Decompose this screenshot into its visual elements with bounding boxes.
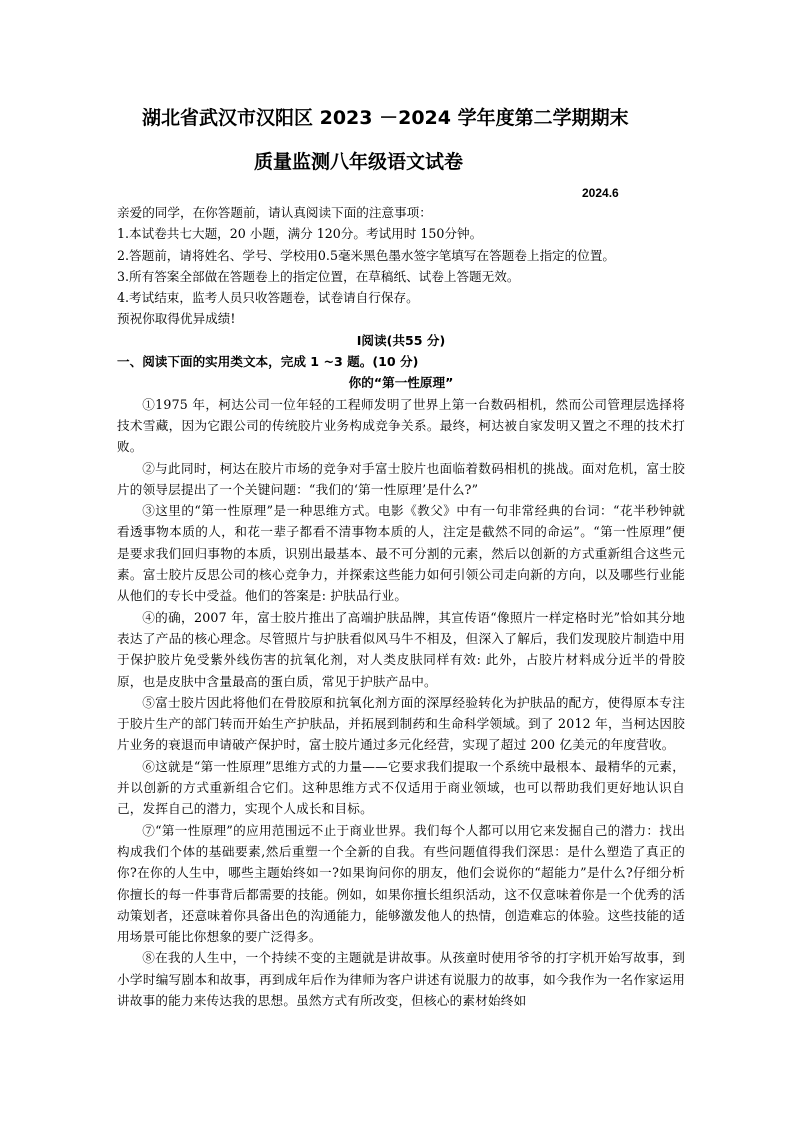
article-paragraph: ②与此同时，柯达在胶片市场的竞争对手富士胶片也面临着数码相机的挑战。面对危机，富士胶片的领导层提出了一个关键问题：“我们的‘第一性原理’是什么?”: [117, 460, 685, 497]
exam-title-line1: 湖北省武汉市汉阳区 2023 －2024 学年度第二学期期末: [142, 107, 629, 129]
exam-body: [117, 202, 685, 1011]
instructions-wish: 预祝你取得优异成绩!: [117, 311, 236, 327]
instruction-item: 4.考试结束，监考人员只收答题卷，试卷请自行保存。: [117, 290, 419, 306]
article-paragraph: ③这里的“第一性原理”是一种思维方式。电影《教父》中有一句非常经典的台词：“花半秒钟就看透事物本质的人，和花一辈子都看不清事物本质的人，注定是截然不同的命运”。“第一性原理”便是要求我们回归事物的本质，识别出最基本、最不可分割的元素，然后以创新的方式重新组合这些元素。富士胶片反思公司的核心竞争力，并探索这些能力如何引领公司走向新的方向，以及哪些行业能从他们的专长中受益。他们的答案是: 护肤品行业。: [117, 503, 685, 604]
question-heading: 一、阅读下面的实用类文本，完成 1 ~3 题。(10 分): [117, 354, 419, 370]
article-paragraph: ①1975 年，柯达公司一位年轻的工程师发明了世界上第一台数码相机，然而公司管理层选择将技术雪藏，因为它跟公司的传统胶片业务构成竞争关系。最终，柯达被自家发明又置之不理的技术打败。: [117, 396, 685, 455]
article-paragraph: ⑦“第一性原理”的应用范围远不止于商业世界。我们每个人都可以用它来发掘自己的潜力：找出构成我们个体的基础要素,然后重塑一个全新的自我。有些问题值得我们深思：是什么塑造了真正的你?在你的人生中，哪些主题始终如一?如果询问你的朋友，他们会说你的“超能力”是什么?仔细分析你擅长的每一件事背后都需要的技能。例如，如果你擅长组织活动，这不仅意味着你是一个优秀的活动策划者，还意味着你具备出色的沟通能力，能够激发他人的热情，创造难忘的体验。这些技能的适用场景可能比你想象的要广泛得多。: [117, 822, 685, 945]
exam-title-line2: 质量监测八年级语文试卷: [254, 151, 464, 173]
instruction-item: 3.所有答案全部做在答题卷上的指定位置，在草稿纸、试卷上答题无效。: [117, 268, 520, 284]
exam-date: 2024.6: [582, 186, 619, 200]
article-paragraph: ⑥这就是“第一性原理”思维方式的力量——它要求我们提取一个系统中最根本、最精华的元素，并以创新的方式重新组合它们。这种思维方式不仅适用于商业领域，也可以帮助我们更好地认识自己，发挥自己的潜力，实现个人成长和目标。: [117, 758, 685, 817]
instruction-item: 2.答题前，请将姓名、学号、学校用0.5毫米黑色墨水签字笔填写在答题卷上指定的位置。: [117, 247, 616, 263]
section-title: Ⅰ阅读(共55 分): [356, 332, 446, 348]
article-title: 你的“第一性原理”: [348, 375, 454, 391]
instruction-item: 1.本试卷共七大题，20 小题，满分 120分。考试用时 150分钟。: [117, 226, 483, 242]
article-paragraph: ⑧在我的人生中，一个持续不变的主题就是讲故事。从孩童时使用爷爷的打字机开始写故事，到小学时编写剧本和故事，再到成年后作为律师为客户讲述有说服力的故事，如今我作为一名作家运用讲故事的能力来传达我的思想。虽然方式有所改变，但核心的素材始终如: [117, 950, 685, 1008]
article-paragraph: ⑤富士胶片因此将他们在骨胶原和抗氧化剂方面的深厚经验转化为护肤品的配方，使得原本专注于胶片生产的部门转而开始生产护肤品，并拓展到制药和生命科学领域。到了 2012 年，当柯达因胶片业务的衰退而申请破产保护时，富士胶片通过多元化经营，实现了超过 200 亿美元的年度营收。: [117, 694, 685, 753]
article-paragraph: ④的确，2007 年，富士胶片推出了高端护肤品牌，其宣传语“像照片一样定格时光”恰如其分地表达了产品的核心理念。尽管照片与护肤看似风马牛不相及，但深入了解后，我们发现胶片制造中用于保护胶片免受紫外线伤害的抗氧化剂，对人类皮肤同样有效: 此外，占胶片材料成分近半的骨胶原，也是皮肤中含量最高的蛋白质，常见于护肤产品中。: [117, 609, 685, 689]
instructions-greeting: 亲爱的同学，在你答题前，请认真阅读下面的注意事项：: [117, 205, 432, 220]
